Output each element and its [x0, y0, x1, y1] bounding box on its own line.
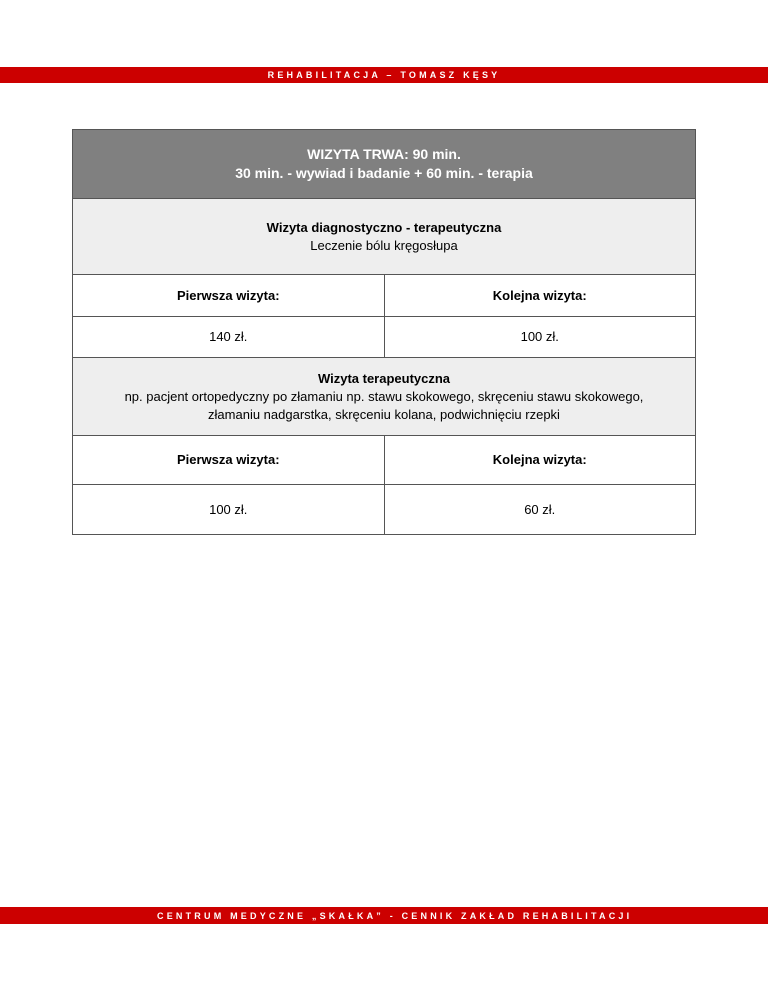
visit-duration-breakdown: 30 min. - wywiad i badanie + 60 min. - terapia [235, 165, 533, 181]
table-row [73, 275, 696, 317]
visit-duration-title: WIZYTA TRWA: 90 min. [307, 146, 461, 162]
section-heading: Wizyta terapeutyczna [317, 370, 451, 386]
section-heading: Wizyta diagnostyczno - terapeutyczna [266, 219, 502, 235]
visit-duration-row [73, 130, 696, 199]
footer-band-text: CENTRUM MEDYCZNE „SKAŁKA” - CENNIK ZAKŁAD REHABILITACJI [157, 910, 633, 921]
visit-duration-cell [73, 130, 696, 199]
section-description-line2: złamaniu nadgarstka, skręceniu kolana, podwichnięciu rzepki [208, 406, 560, 422]
column-header-next-visit: Kolejna wizyta: [384, 275, 696, 317]
section-heading-row [73, 358, 696, 436]
header-band-text: REHABILITACJA – TOMASZ KĘSY [267, 70, 501, 80]
table-row [73, 485, 696, 535]
price-next-visit: 60 zł. [384, 485, 696, 535]
section-description: Leczenie bólu kręgosłupa [310, 237, 458, 253]
price-first-visit: 140 zł. [73, 317, 385, 358]
price-table [72, 129, 696, 535]
column-header-first-visit: Pierwsza wizyta: [73, 275, 385, 317]
table-row [73, 317, 696, 358]
section-heading-row [73, 199, 696, 275]
column-header-next-visit: Kolejna wizyta: [384, 436, 696, 485]
section-description: np. pacjent ortopedyczny po złamaniu np. stawu skokowego, skręceniu stawu skokowego, [124, 388, 644, 404]
footer-band [0, 907, 768, 924]
price-first-visit: 100 zł. [73, 485, 385, 535]
price-next-visit: 100 zł. [384, 317, 696, 358]
table-row [73, 436, 696, 485]
section-heading-cell [73, 358, 696, 436]
section-heading-cell [73, 199, 696, 275]
header-band [0, 67, 768, 83]
column-header-first-visit: Pierwsza wizyta: [73, 436, 385, 485]
